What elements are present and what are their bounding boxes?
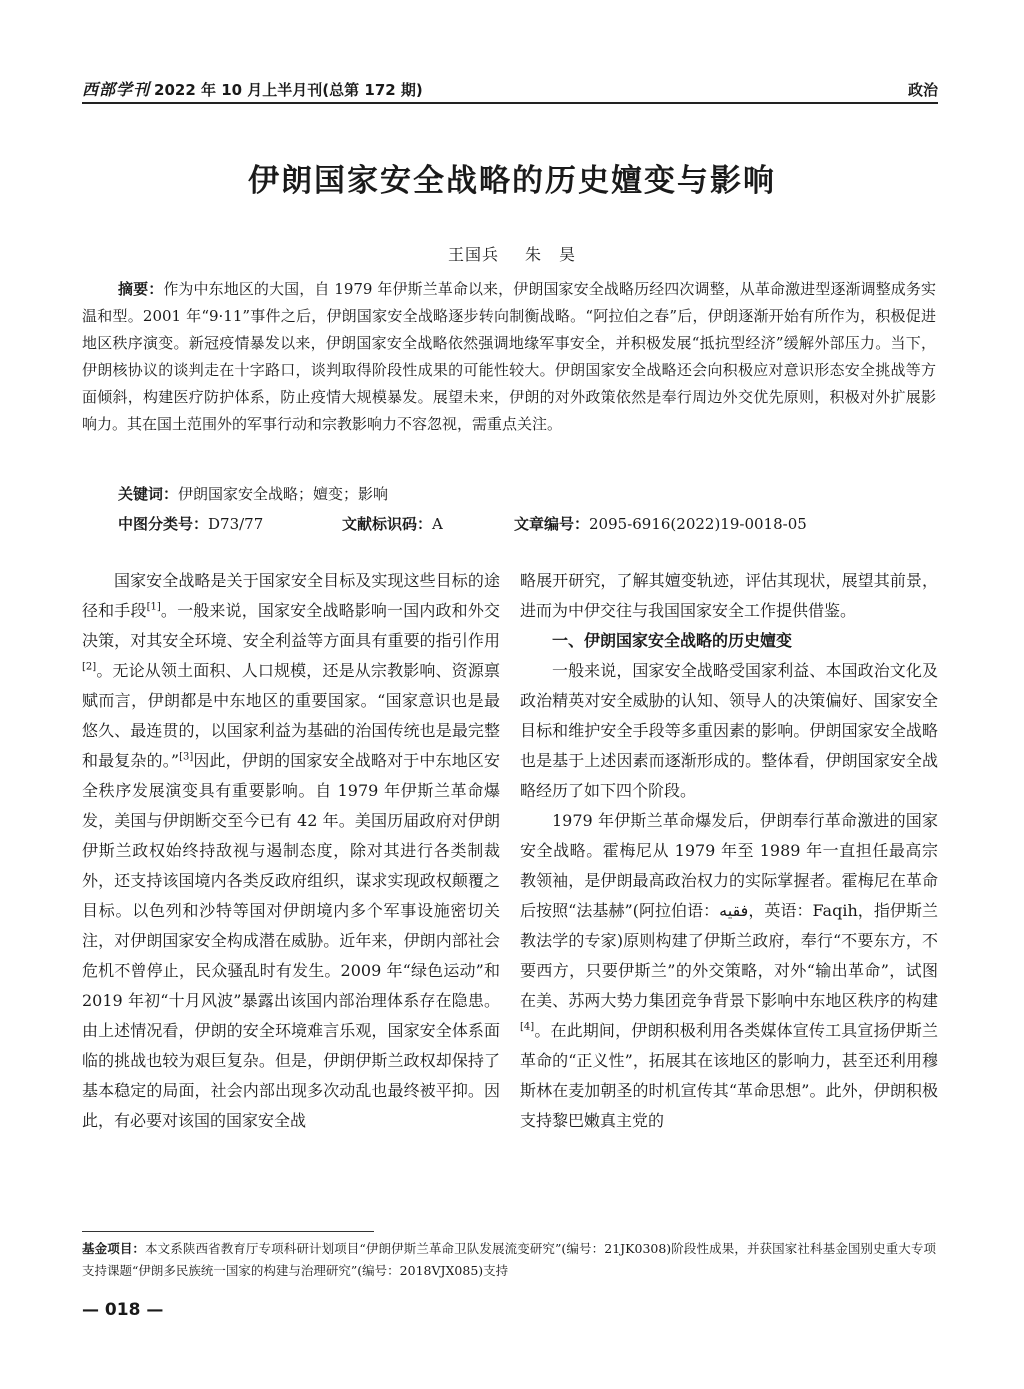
section-heading: 一、伊朗国家安全战略的历史嬗变 [552, 631, 793, 650]
paper-title: 伊朗国家安全战略的历史嬗变与影响 [248, 163, 776, 199]
paragraph: 一般来说，国家安全战略受国家利益、本国政治文化及政治精英对安全威胁的认知、领导人的决策偏好、国家安全目标和维护安全手段等多重因素的影响。伊朗国家安全战略也是基于上述因素而逐渐形成的。整体看，伊朗国家安全战略经历了如下四个阶段。 [520, 661, 938, 800]
text-run: 因此，伊朗的国家安全战略对于中东地区安全秩序发展演变具有重要影响。自 1979 年伊斯兰革命爆发，美国与伊朗断交至今已有 42 年。美国历届政府对伊朗伊斯兰政权始终持敌视与遏制态度，除对其进行各类制裁外，还支持该国境内各类反政府组织，谋求实现政权颠覆之目标。以色列和沙特等国对伊朗境内多个军事设施密切关注，对伊朗国家安全构成潜在威胁。近年来，伊朗内部社会危机不曾停止，民众骚乱时有发生。2009 年“绿色运动”和 2019 年初“十月风波”暴露出该国内部治理体系存在隐患。由上述情况看，伊朗的安全环境难言乐观，国家安全体系面临的挑战也较为艰巨复杂。但是，伊朗伊斯兰政权却保持了基本稳定的局面，社会内部出现多次动乱也最终被平抑。因此，有必要对该国的国家安全战 [82, 751, 500, 1130]
author-2: 朱 昊 [525, 245, 577, 264]
footnote-label: 基金项目： [82, 1241, 146, 1256]
doc-code [342, 513, 514, 535]
funding-footnote [82, 1238, 936, 1282]
abstract-text: 作为中东地区的大国，自 1979 年伊斯兰革命以来，伊朗国家安全战略历经四次调整，从革命激进型逐渐调整成务实温和型。2001 年“9·11”事件之后，伊朗国家安全战略逐步转向制衡战略。“阿拉伯之春”后，伊朗逐渐开始有所作为，积极促进地区秩序演变。新冠疫情暴发以来，伊朗国家安全战略依然强调地缘军事安全，并积极发展“抵抗型经济”缓解外部压力。当下，伊朗核协议的谈判走在十字路口，谈判取得阶段性成果的可能性较大。伊朗国家安全战略还会向积极应对意识形态安全挑战等方面倾斜，构建医疗防护体系，防止疫情大规模暴发。展望未来，伊朗的对外政策依然是奉行周边外交优先原则，积极对外扩展影响力。其在国土范围外的军事行动和宗教影响力不容忽视，需重点关注。 [82, 280, 936, 433]
text-run: 1979 年伊斯兰革命爆发后，伊朗奉行革命激进的国家安全战略。霍梅尼从 1979 年至 1989 年一直担任最高宗教领袖，是伊朗最高政治权力的实际掌握者。霍梅尼在革命后按照“法基赫”(阿拉伯语：فقیه，英语：Faqih，指伊斯兰教法学的专家)原则构建了伊斯兰政府，奉行“不要东方，不要西方，只要伊斯兰”的外交策略，对外“输出革命”，试图在美、苏两大势力集团竞争背景下影响中东地区秩序的构建 [520, 811, 938, 1010]
footnote-text: 本文系陕西省教育厅专项科研计划项目“伊朗伊斯兰革命卫队发展流变研究”(编号：21JK0308)阶段性成果，并获国家社科基金国别史重大专项支持课题“伊朗多民族统一国家的构建与治理研究”(编号：2018VJX085)支持 [82, 1241, 936, 1278]
article-label: 文章编号： [514, 515, 590, 533]
abstract [82, 276, 936, 438]
body-column-left [82, 566, 500, 1136]
keywords-label: 关键词： [118, 485, 179, 503]
doc-label: 文献标识码： [342, 515, 433, 533]
clc-code [118, 513, 342, 535]
keywords [118, 483, 936, 505]
header-rule [82, 102, 938, 104]
text-run: 。一般来说，国家安全战略影响一国内政和外交决策，对其安全环境、安全利益等方面具有重要的指引作用 [82, 601, 500, 650]
footnote-rule [82, 1231, 374, 1232]
text-run: 。在此期间，伊朗积极利用各类媒体宣传工具宣扬伊斯兰革命的“正义性”，拓展其在该地区的影响力，甚至还利用穆斯林在麦加朝圣的时机宣传其“革命思想”。此外，伊朗积极支持黎巴嫩真主党的 [520, 1021, 938, 1130]
text-run: 国家安全战略是关于国家安全目标及实现这些目标的途径和手段 [82, 571, 500, 620]
section-name: 政治 [907, 81, 938, 99]
reference-marker[interactable]: [3] [179, 751, 194, 763]
doc-value: A [432, 515, 443, 533]
running-header [82, 72, 938, 100]
classification-info [118, 513, 936, 535]
abstract-label: 摘要： [118, 280, 164, 298]
article-number [514, 513, 807, 535]
paragraph [520, 806, 938, 1136]
issue-info: 2022 年 10 月上半月刊(总第 172 期) [154, 81, 423, 99]
clc-value: D73/77 [208, 515, 264, 533]
author-list [0, 242, 1024, 265]
paragraph [82, 566, 500, 1136]
paragraph: 略展开研究，了解其嬗变轨迹，评估其现状，展望其前景，进而为中伊交往与我国国家安全工作提供借鉴。 [520, 571, 938, 620]
reference-marker[interactable]: [2] [82, 661, 97, 673]
reference-marker[interactable]: [1] [146, 601, 161, 613]
keywords-text: 伊朗国家安全战略；嬗变；影响 [178, 485, 389, 503]
header-left [82, 77, 423, 100]
clc-label: 中图分类号： [118, 515, 209, 533]
author-1: 王国兵 [447, 245, 499, 264]
page-number: — 018 — [82, 1300, 164, 1320]
text-run: 。无论从领土面积、人口规模，还是从宗教影响、资源禀赋而言，伊朗都是中东地区的重要国家。“国家意识也是最悠久、最连贯的，以国家利益为基础的治国传统也是最完整和最复杂的。” [82, 661, 500, 770]
body-column-right [520, 566, 938, 1136]
reference-marker[interactable]: [4] [520, 1021, 535, 1033]
article-value: 2095-6916(2022)19-0018-05 [589, 515, 807, 533]
journal-logo: 西部学刊 [82, 80, 151, 99]
